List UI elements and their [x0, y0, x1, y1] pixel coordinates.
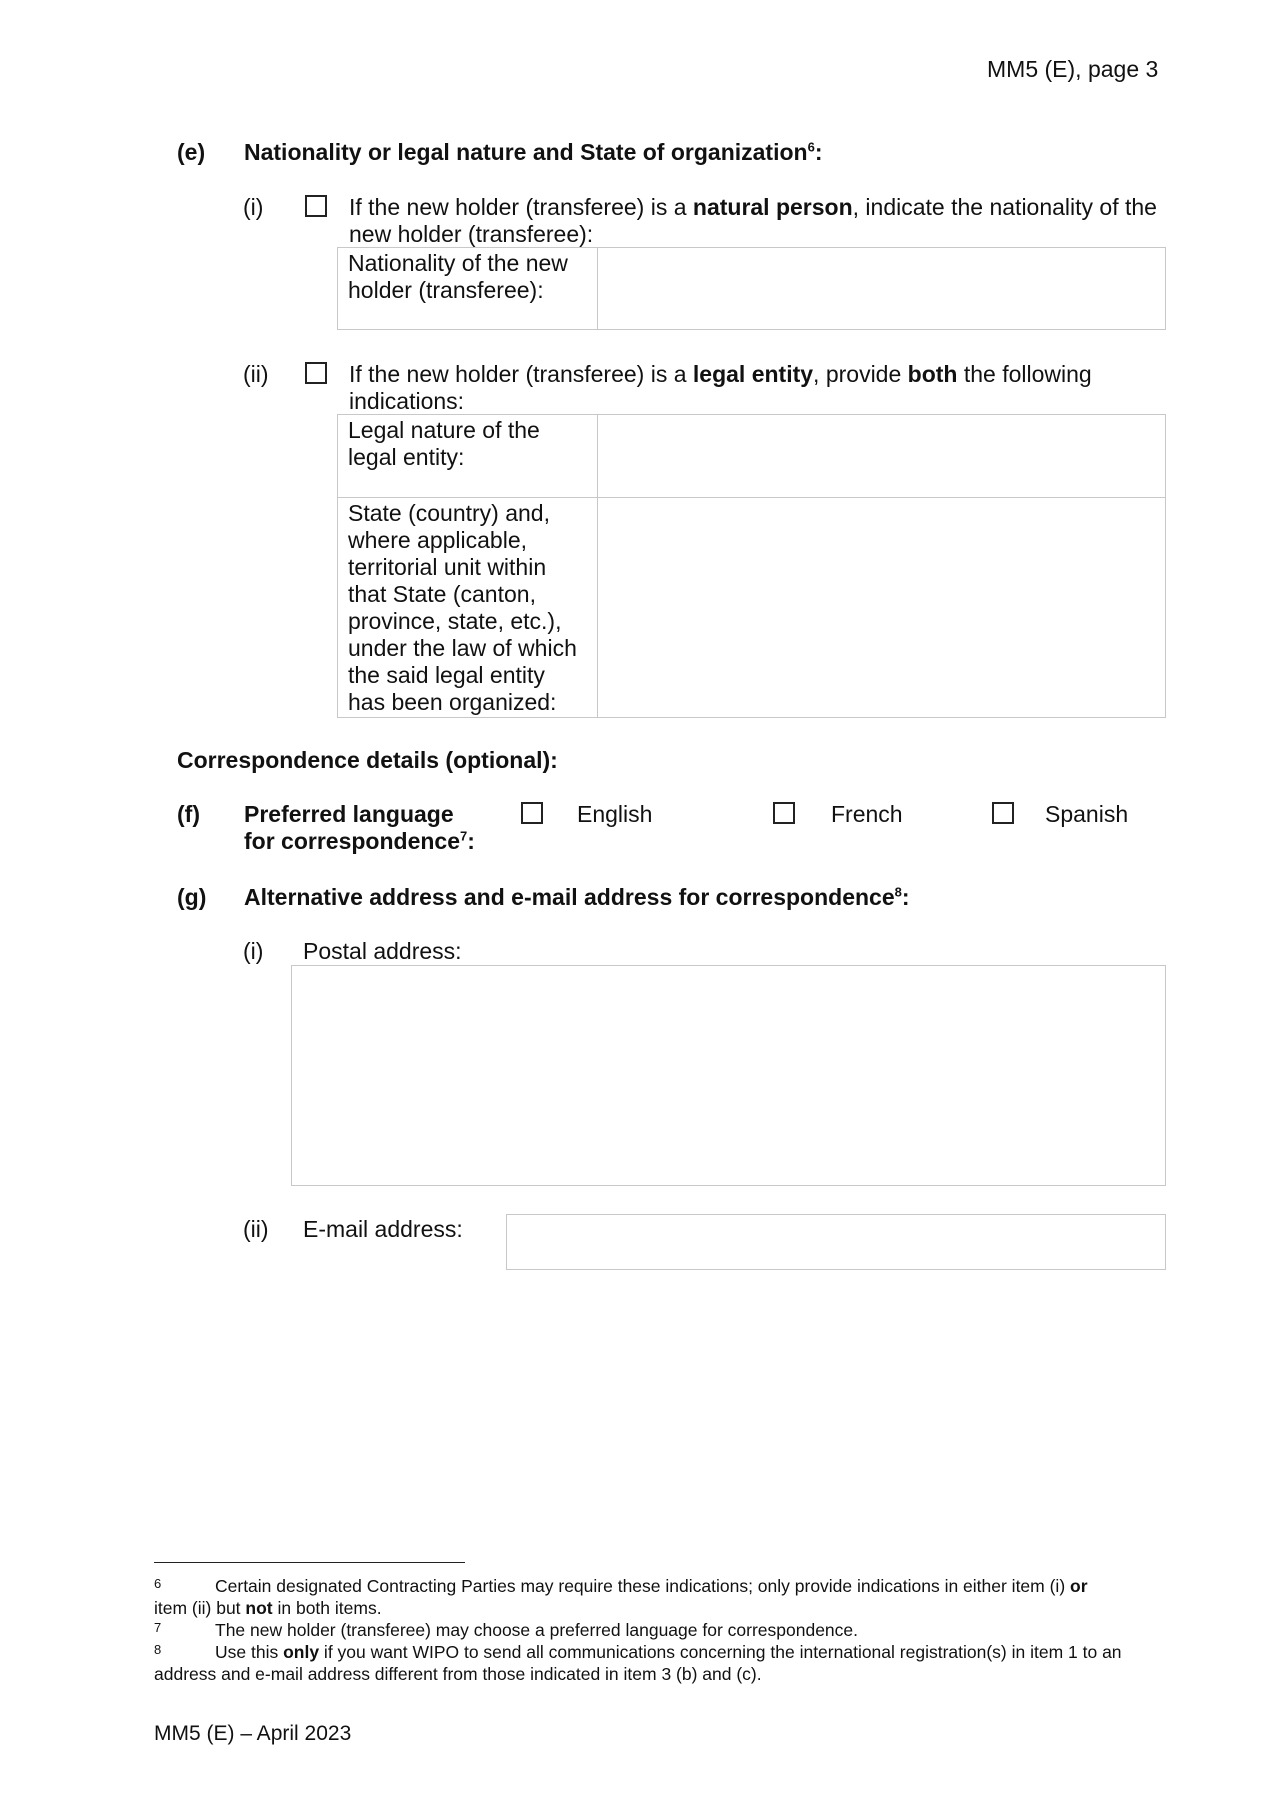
section-f-letter: (f)	[177, 801, 200, 827]
colon: :	[814, 139, 823, 165]
section-f-title-line2-wrap	[244, 828, 494, 855]
section-e-letter: (e)	[177, 139, 206, 165]
legal-entity-checkbox[interactable]	[305, 362, 327, 384]
natural-person-checkbox[interactable]	[305, 195, 327, 217]
instruction-emphasis: natural person	[692, 194, 853, 220]
footnote-text: The new holder (transferee) may choose a preferred language for correspondence.	[215, 1620, 859, 1640]
instruction-text: , indicate the nationality of the new holder (transferee):	[349, 194, 1157, 247]
legal-entity-instruction	[349, 361, 1169, 415]
page-footer: MM5 (E) – April 2023	[154, 1722, 352, 1745]
section-f-title-line2: for correspondence	[244, 828, 460, 854]
english-label: English	[577, 801, 653, 827]
footnote-separator	[154, 1562, 465, 1563]
instruction-emphasis: legal entity	[692, 361, 814, 387]
instruction-text: the following indications:	[349, 361, 1092, 414]
postal-address-label: Postal address:	[303, 938, 462, 964]
legal-entity-table	[337, 414, 1166, 718]
section-f-title-line1: Preferred language	[244, 801, 454, 827]
footnote-8	[154, 1641, 1124, 1685]
footnote-number: 8	[154, 1642, 162, 1657]
footnote-emphasis: only	[283, 1642, 320, 1662]
footnote-text: Use this	[215, 1642, 284, 1662]
instruction-emphasis: both	[907, 361, 958, 387]
colon: :	[467, 828, 475, 854]
french-label: French	[831, 801, 903, 827]
footnote-text: if you want WIPO to send all communications concerning the international registration(s) in item 1 to an address and e-mail address different from those indicated in item 3 (b) and (c).	[154, 1642, 1122, 1684]
postal-address-input[interactable]	[291, 965, 1166, 1186]
french-checkbox[interactable]	[773, 802, 795, 824]
footnote-text: item (ii) but	[154, 1598, 246, 1618]
section-g-title-text: Alternative address and e-mail address for correspondence	[244, 884, 895, 910]
section-g-title	[244, 884, 910, 911]
section-e-title	[244, 139, 822, 166]
footnote-text: in both items.	[272, 1598, 382, 1618]
email-address-label: E-mail address:	[303, 1216, 463, 1242]
section-f-title	[244, 801, 494, 855]
natural-person-instruction	[349, 194, 1169, 248]
instruction-text: , provide	[813, 361, 908, 387]
section-e-title-text: Nationality or legal nature and State of organization	[244, 139, 808, 165]
nationality-input[interactable]	[597, 248, 1165, 330]
section-g-letter: (g)	[177, 884, 207, 910]
item-e-ii-number: (ii)	[243, 361, 269, 387]
footnote-ref-8: 8	[894, 884, 902, 900]
instruction-text: If the new holder (transferee) is a	[349, 361, 693, 387]
english-checkbox[interactable]	[521, 802, 543, 824]
instruction-text: If the new holder (transferee) is a	[349, 194, 693, 220]
state-of-organization-input[interactable]	[597, 498, 1165, 718]
colon: :	[901, 884, 910, 910]
footnote-number: 7	[154, 1620, 162, 1635]
legal-nature-input[interactable]	[597, 415, 1165, 498]
item-g-i-number: (i)	[243, 938, 264, 964]
footnote-emphasis: or	[1070, 1576, 1088, 1596]
spanish-label: Spanish	[1045, 801, 1129, 827]
item-e-i-number: (i)	[243, 194, 264, 220]
legal-nature-label: Legal nature of the legal entity:	[338, 415, 598, 498]
footnote-text: Certain designated Contracting Parties may require these indications; only provide indications in either item (i)	[215, 1576, 1071, 1596]
footnote-emphasis: not	[245, 1598, 273, 1618]
footnote-ref-7: 7	[460, 828, 468, 844]
footnote-number: 6	[154, 1576, 162, 1591]
footnote-7	[154, 1619, 1124, 1641]
page-reference: MM5 (E), page 3	[987, 56, 1159, 82]
email-address-input[interactable]	[506, 1214, 1166, 1270]
item-g-ii-number: (ii)	[243, 1216, 269, 1242]
footnote-ref-6: 6	[807, 139, 815, 155]
state-of-organization-label: State (country) and, where applicable, territorial unit within that State (canton, province, state, etc.), under the law of which the said legal entity has been organized:	[338, 498, 598, 718]
spanish-checkbox[interactable]	[992, 802, 1014, 824]
nationality-label: Nationality of the new holder (transferee):	[338, 248, 598, 330]
nationality-table	[337, 247, 1166, 330]
correspondence-heading: Correspondence details (optional):	[177, 747, 558, 773]
footnote-6	[154, 1575, 1124, 1619]
